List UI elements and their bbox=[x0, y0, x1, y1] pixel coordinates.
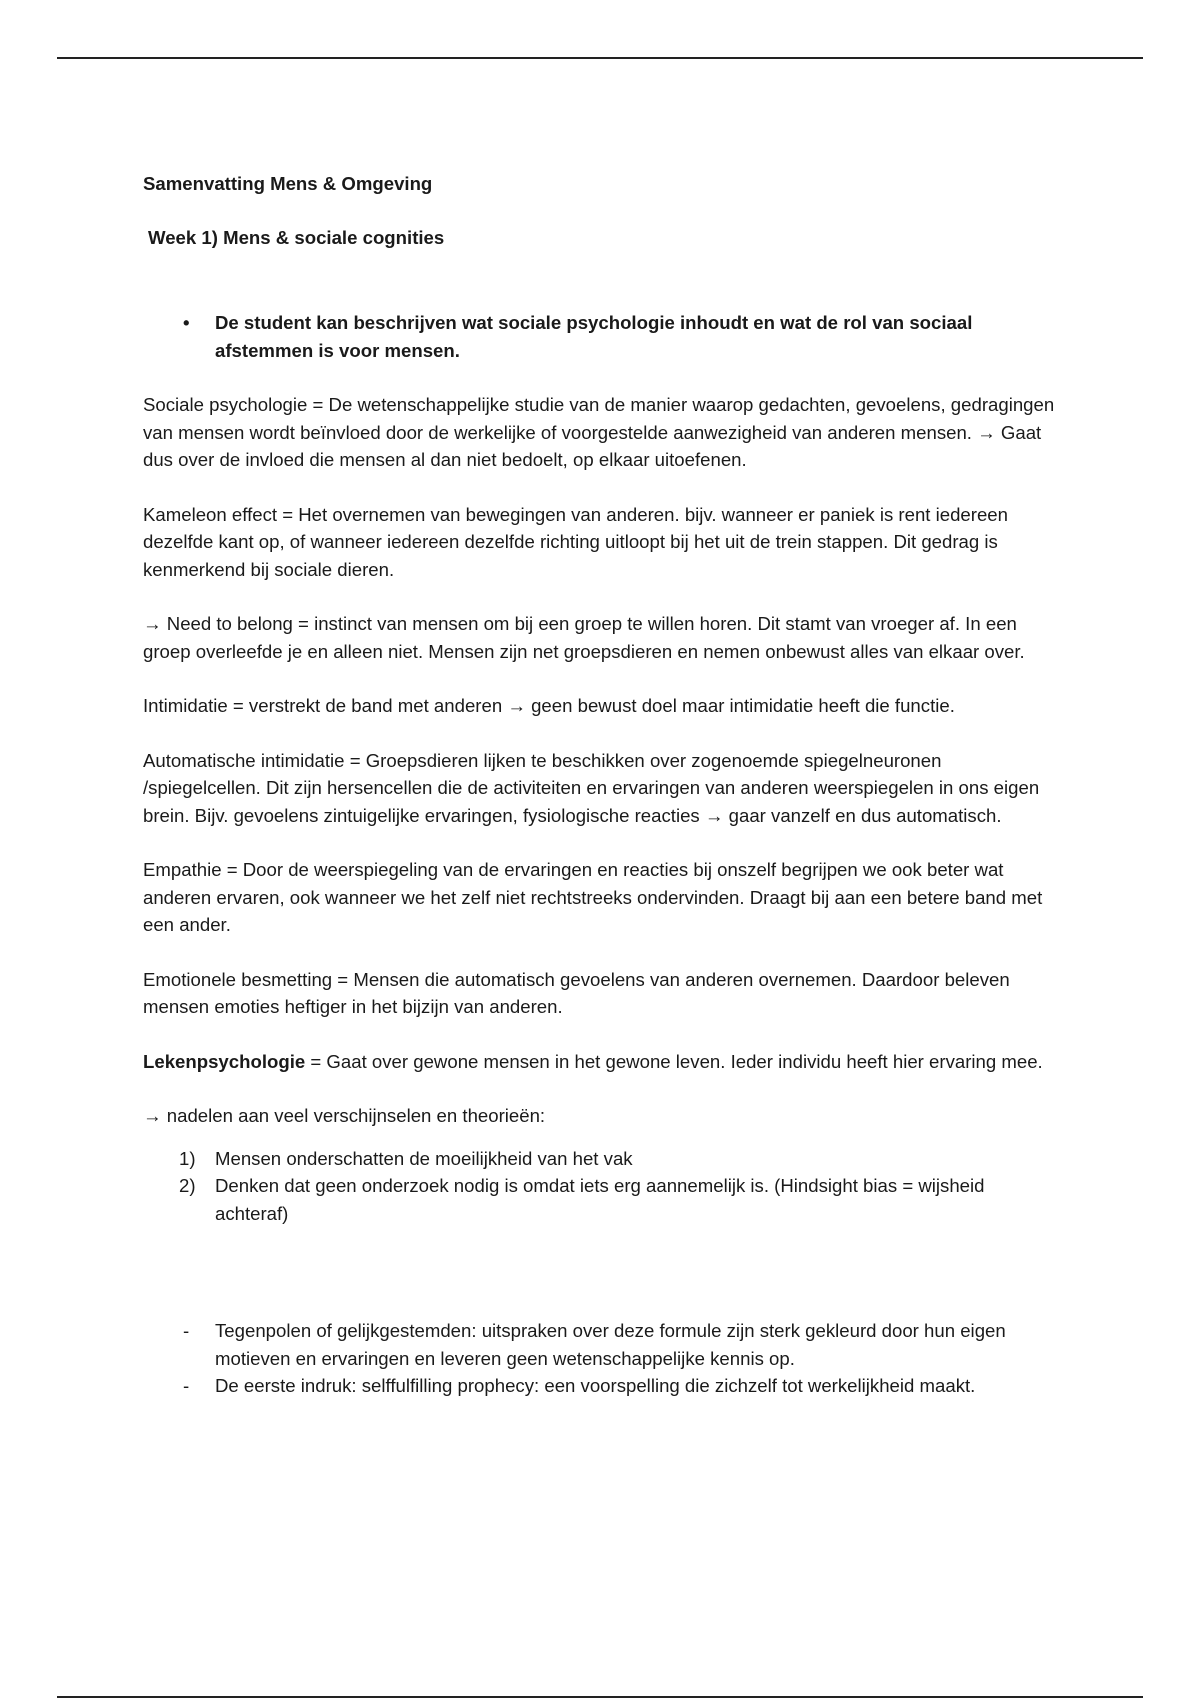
document-body bbox=[143, 170, 1063, 1400]
paragraph-intimidatie: Intimidatie = verstrekt de band met anderen → geen bewust doel maar intimidatie heeft die functie. bbox=[143, 695, 955, 716]
learning-objective bbox=[143, 309, 1063, 364]
list-item-text: Tegenpolen of gelijkgestemden: uitspraken over deze formule zijn sterk gekleurd door hun eigen motieven en ervaringen en leveren geen wetenschappelijke kennis op. bbox=[215, 1320, 1006, 1369]
paragraph-need-to-belong: → Need to belong = instinct van mensen om bij een groep te willen horen. Dit stamt van vroeger af. In een groep overleefde je en alleen niet. Mensen zijn net groepsdieren en nemen onbewust alles van elkaar over. bbox=[143, 613, 1025, 662]
list-item bbox=[143, 1172, 1063, 1227]
paragraph-automatische-intimidatie: Automatische intimidatie = Groepsdieren lijken te beschikken over zogenoemde spiegelneuronen /spiegelcellen. Dit zijn hersencellen die de activiteiten en ervaringen van anderen weerspiegelen in ons eigen brein. Bijv. gevoelens zintuigelijke ervaringen, fysiologische reacties → gaar vanzelf en dus automatisch. bbox=[143, 749, 1040, 826]
lekenpsychologie-term: Lekenpsychologie bbox=[143, 1050, 306, 1072]
list-item bbox=[143, 1145, 1063, 1173]
nadelen-intro: → nadelen aan veel verschijnselen en theorieën: bbox=[143, 1105, 546, 1126]
paragraph-emotionele-besmetting: Emotionele besmetting = Mensen die automatisch gevoelens van anderen overnemen. Daardoor beleven mensen emoties heftiger in het bijzijn van anderen. bbox=[143, 968, 1010, 1017]
lekenpsychologie-definition: = Gaat over gewone mensen in het gewone leven. Ieder individu heeft hier ervaring mee. bbox=[305, 1050, 1043, 1072]
paragraph-kameleon-effect: Kameleon effect = Het overnemen van bewegingen van anderen. bijv. wanneer er paniek is rent iedereen dezelfde kant op, of wanneer iedereen dezelfde richting uitloopt bij het uit de trein stappen. Dit gedrag is kenmerkend bij sociale dieren. bbox=[143, 503, 1008, 580]
dash-marker: - bbox=[183, 1320, 190, 1341]
list-number: 2) bbox=[179, 1175, 196, 1196]
list-item-text: De eerste indruk: selffulfilling prophecy: een voorspelling die zichzelf tot werkelijkheid maakt. bbox=[215, 1375, 976, 1396]
learning-objective-text: De student kan beschrijven wat sociale psychologie inhoudt en wat de rol van sociaal afstemmen is voor mensen. bbox=[215, 312, 973, 361]
dash-list bbox=[143, 1317, 1063, 1400]
paragraph-sociale-psychologie: Sociale psychologie = De wetenschappelijke studie van de manier waarop gedachten, gevoelens, gedragingen van mensen wordt beïnvloed door de werkelijke of voorgestelde aanwezigheid van anderen mensen. → Gaat dus over de invloed die mensen al dan niet bedoelt, op elkaar uitoefenen. bbox=[143, 394, 1055, 470]
footer-rule bbox=[57, 1696, 1143, 1698]
bullet-marker: • bbox=[183, 312, 190, 333]
list-number: 1) bbox=[179, 1147, 196, 1169]
dash-marker: - bbox=[183, 1375, 190, 1396]
header-rule bbox=[57, 57, 1143, 59]
paragraph-lekenpsychologie bbox=[143, 1048, 1063, 1076]
numbered-list bbox=[143, 1145, 1063, 1228]
document-title: Samenvatting Mens & Omgeving bbox=[143, 173, 433, 194]
list-item bbox=[143, 1372, 1063, 1400]
list-item-text: Mensen onderschatten de moeilijkheid van het vak bbox=[215, 1147, 633, 1169]
paragraph-empathie: Empathie = Door de weerspiegeling van de ervaringen en reacties bij onszelf begrijpen we ook beter wat anderen ervaren, ook wanneer we het zelf niet rechtstreeks ondervinden. Draagt bij aan een betere band met een ander. bbox=[143, 859, 1043, 935]
week-heading: Week 1) Mens & sociale cognities bbox=[148, 226, 445, 248]
list-item-text: Denken dat geen onderzoek nodig is omdat iets erg aannemelijk is. (Hindsight bias = wijsheid achteraf) bbox=[215, 1175, 985, 1224]
list-item bbox=[143, 1317, 1063, 1372]
